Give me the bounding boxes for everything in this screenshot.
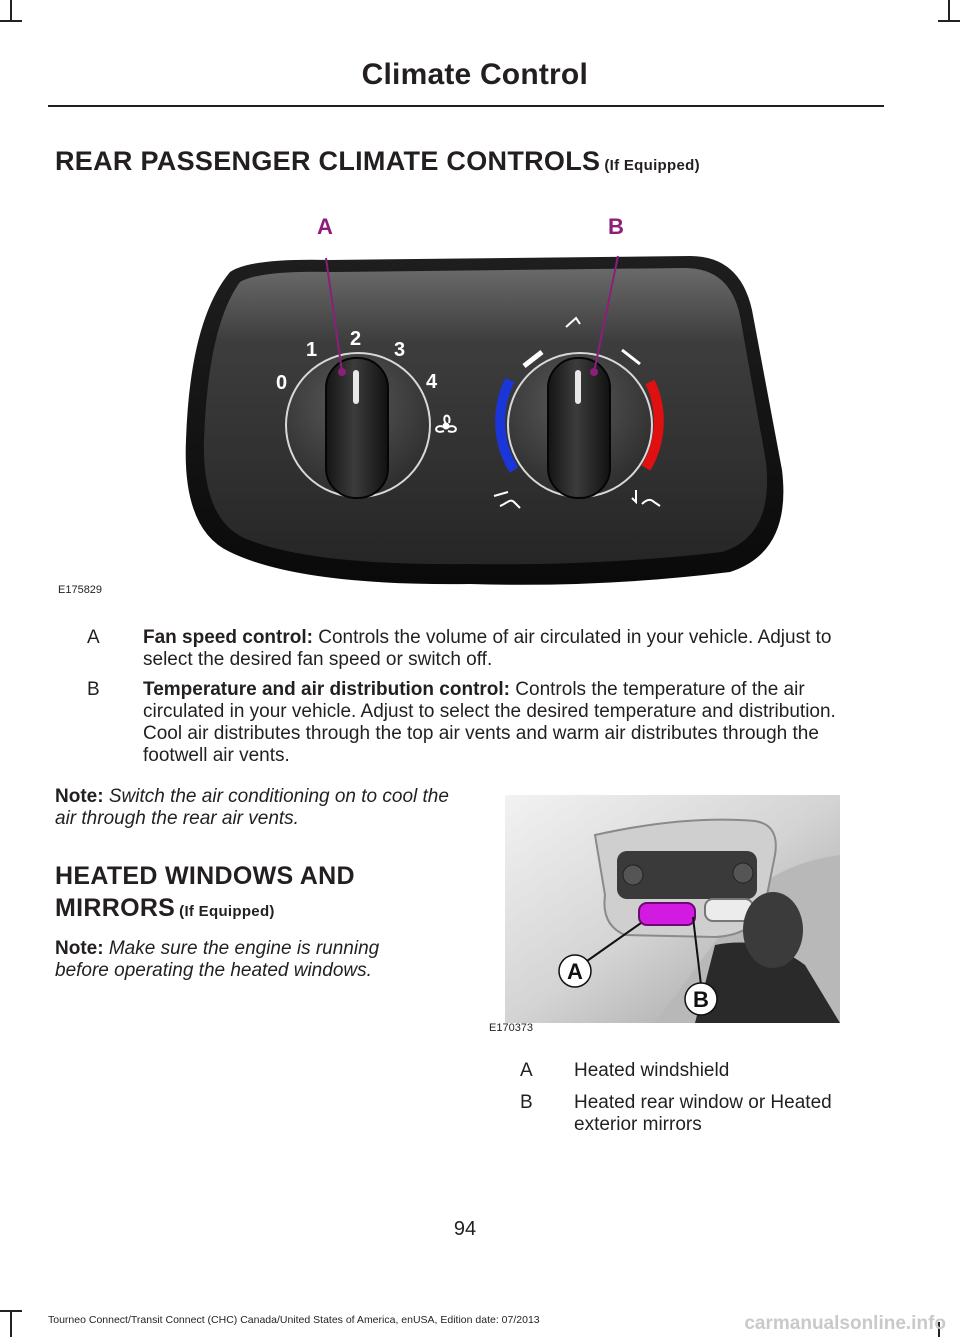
legend-item-temperature xyxy=(143,679,878,767)
legend-item-heated-windshield: Heated windshield xyxy=(574,1060,730,1081)
callout-b-label: B xyxy=(608,214,624,239)
heated-windshield-button xyxy=(639,903,695,925)
rear-climate-heading-text: REAR PASSENGER CLIMATE CONTROLS xyxy=(55,146,601,176)
rear-climate-control-illustration xyxy=(170,200,790,590)
callout-a-label: A xyxy=(317,214,333,239)
heated-note xyxy=(55,938,425,982)
watermark: carmanualsonline.info xyxy=(744,1313,946,1334)
note-label: Note: xyxy=(55,786,104,807)
legend-term: Temperature and air distribution control: xyxy=(143,679,511,700)
legend-description: Controls the temperature of the air circulated in your vehicle. Adjust to select the desired temperature and distribution. Cool air distributes through the top air vents and warm air distributes through the footwell air vents. xyxy=(143,679,836,766)
legend-letter-a: A xyxy=(87,627,100,648)
note-text: Switch the air conditioning on to cool the air through the rear air vents. xyxy=(55,786,449,829)
callout-b-label: B xyxy=(693,987,709,1012)
page-header-title: Climate Control xyxy=(361,58,588,91)
page-number: 94 xyxy=(453,1218,477,1240)
legend-item-fan-speed xyxy=(143,627,878,671)
crop-mark xyxy=(10,1310,12,1337)
crop-mark xyxy=(10,0,12,22)
radio-knob-right xyxy=(733,863,753,883)
heated-windows-heading xyxy=(55,860,355,928)
crop-mark xyxy=(0,1310,22,1312)
if-equipped-label: (If Equipped) xyxy=(604,157,700,174)
fan-speed-3: 3 xyxy=(394,339,406,361)
note-label: Note: xyxy=(55,938,104,959)
radio-knob-left xyxy=(623,865,643,885)
callout-b-dot xyxy=(590,368,598,376)
legend-item-heated-rear-window: Heated rear window or Heated exterior mirrors xyxy=(574,1092,832,1135)
heated-windows-illustration xyxy=(505,795,840,1023)
crop-mark xyxy=(948,0,950,22)
gear-knob xyxy=(743,892,803,968)
rear-note xyxy=(55,786,455,830)
fan-speed-4: 4 xyxy=(426,371,438,393)
legend-letter-b: B xyxy=(520,1092,533,1113)
heated-heading-line2: MIRRORS (If Equipped) xyxy=(55,894,275,922)
heated-heading-line1: HEATED WINDOWS AND xyxy=(55,862,355,890)
legend-term: Fan speed control: xyxy=(143,627,313,648)
crop-mark xyxy=(938,20,960,22)
callout-a-label: A xyxy=(567,959,583,984)
rear-climate-heading xyxy=(55,146,700,177)
callout-a-dot xyxy=(338,368,346,376)
legend-letter-a: A xyxy=(520,1060,533,1081)
legend-description: Controls the volume of air circulated in your vehicle. Adjust to select the desired fan speed or switch off. xyxy=(143,627,832,670)
footer-edition-info: Tourneo Connect/Transit Connect (CHC) Canada/United States of America, enUSA, Edition date: 07/2013 xyxy=(48,1314,540,1326)
fan-speed-2: 2 xyxy=(350,328,362,350)
temp-knob-pointer xyxy=(575,370,581,404)
figure-code: E170373 xyxy=(489,1022,534,1034)
crop-mark xyxy=(0,20,22,22)
figure-code: E175829 xyxy=(58,584,103,596)
if-equipped-label: (If Equipped) xyxy=(179,903,275,920)
header-divider xyxy=(48,105,884,107)
fan-knob-pointer xyxy=(353,370,359,404)
legend-letter-b: B xyxy=(87,679,100,700)
fan-speed-1: 1 xyxy=(306,339,318,361)
note-text: Make sure the engine is running before operating the heated windows. xyxy=(55,938,380,981)
fan-speed-0: 0 xyxy=(276,372,288,394)
